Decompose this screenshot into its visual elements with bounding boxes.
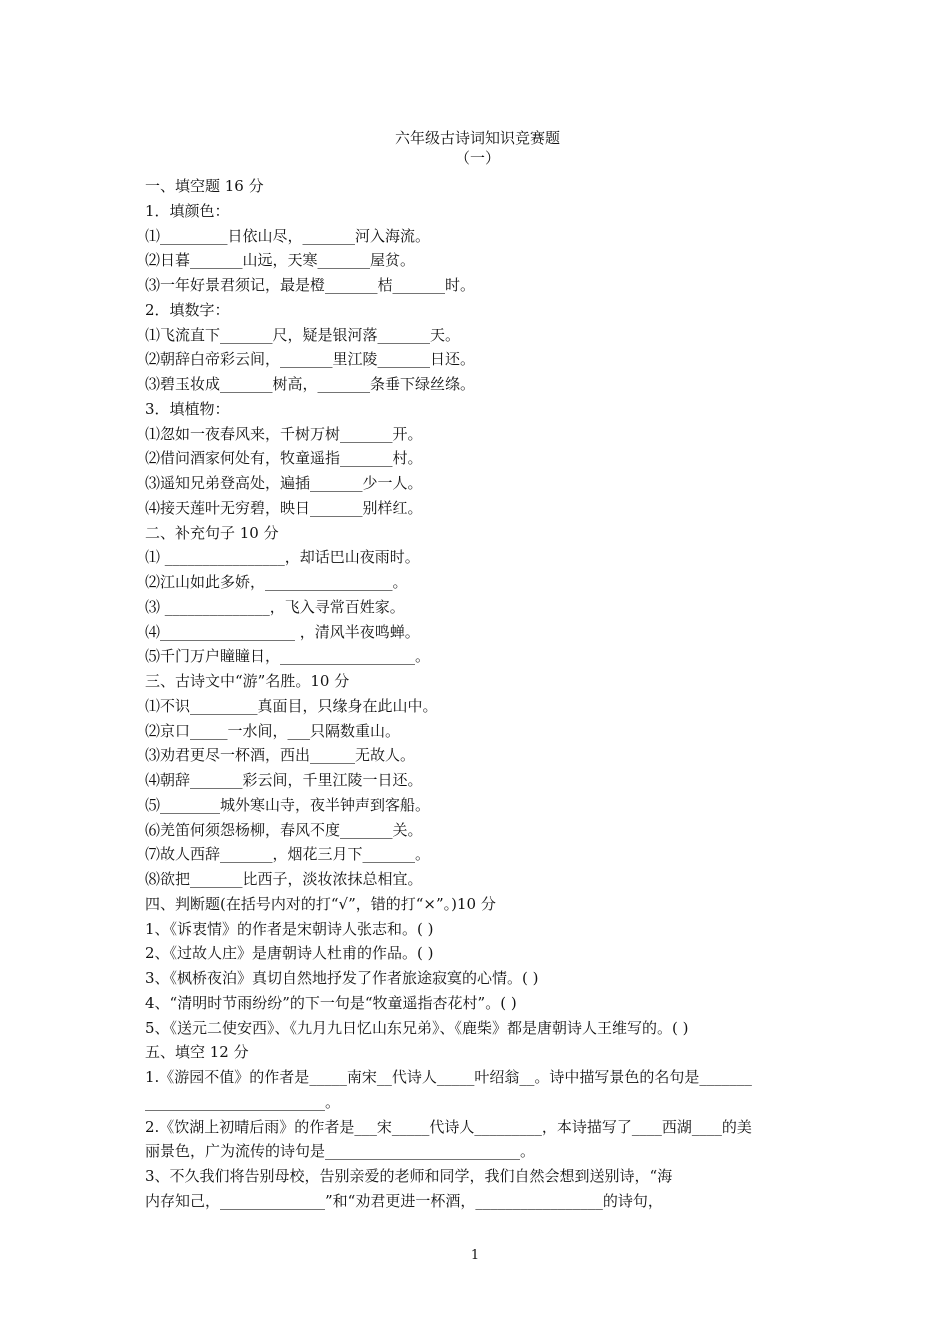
text-line: 1．填颜色： bbox=[145, 201, 230, 220]
text-line: ⑶碧玉妆成_______树高，_______条垂下绿丝绦。 bbox=[145, 375, 476, 393]
text-line: ⑴不识_________真面目，只缘身在此山中。 bbox=[145, 696, 438, 715]
text-line: ________________________。 bbox=[145, 1092, 341, 1111]
text-line: 二、补充句子 10 分 bbox=[145, 523, 279, 542]
text-line: 2.《饮湖上初晴后雨》的作者是___宋_____代诗人_________，本诗描写了____西湖____的美 bbox=[145, 1117, 752, 1136]
text-line: 一、填空题 16 分 bbox=[145, 177, 264, 195]
text-line: 三、古诗文中“游”名胜。10 分 bbox=[145, 672, 350, 690]
text-line: ⑵京口_____一水间，___只隔数重山。 bbox=[145, 721, 401, 740]
text-line: ⑻欲把_______比西子，淡妆浓抹总相宜。 bbox=[145, 870, 423, 888]
text-line: 1.《游园不值》的作者是_____南宋__代诗人_____叶绍翁__。诗中描写景色的名句是_______ bbox=[145, 1068, 752, 1086]
text-line: ⑶劝君更尽一杯酒，西出______无故人。 bbox=[145, 746, 416, 765]
text-line: ⑷__________________ ，清风半夜鸣蝉。 bbox=[145, 622, 420, 641]
text-line: ⑶ ______________，飞入寻常百姓家。 bbox=[145, 597, 405, 616]
text-line: 1、《诉衷情》的作者是宋朝诗人张志和。( ) bbox=[145, 919, 434, 938]
text-line: 2、《过故人庄》是唐朝诗人杜甫的作品。( ) bbox=[145, 944, 434, 963]
text-line: ⑺故人西辞_______，烟花三月下_______。 bbox=[145, 845, 431, 864]
question-list bbox=[145, 174, 810, 1214]
text-line: ⑵朝辞白帝彩云间，_______里江陵_______日还。 bbox=[145, 350, 476, 369]
text-line: ⑴飞流直下_______尺，疑是银河落_______天。 bbox=[145, 325, 461, 344]
text-line: ⑸________城外寒山寺，夜半钟声到客船。 bbox=[145, 795, 431, 814]
text-line: ⑶遥知兄弟登高处，遍插_______少一人。 bbox=[145, 474, 423, 492]
page-number: 1 bbox=[470, 1248, 480, 1263]
text-line: ⑴ ________________，却话巴山夜雨时。 bbox=[145, 548, 420, 567]
text-line: 3、《枫桥夜泊》真切自然地抒发了作者旅途寂寞的心情。( ) bbox=[145, 969, 539, 987]
text-line: 丽景色，广为流传的诗句是__________________________。 bbox=[145, 1142, 536, 1161]
text-line: ⑹羌笛何须怨杨柳，春风不度_______关。 bbox=[145, 820, 423, 839]
page-title: 六年级古诗词知识竞赛题 bbox=[394, 129, 560, 147]
text-line: 2．填数字： bbox=[145, 300, 230, 319]
text-line: ⑸千门万户瞳瞳日，__________________。 bbox=[145, 647, 431, 666]
text-line: ⑵江山如此多娇，_________________。 bbox=[145, 573, 408, 591]
text-line: ⑴_________日依山尽，_______河入海流。 bbox=[145, 226, 431, 245]
text-line: 4、“清明时节雨纷纷”的下一句是“牧童遥指杏花村”。( ) bbox=[145, 993, 517, 1012]
text-line: ⑵日暮_______山远，天寒_______屋贫。 bbox=[145, 251, 416, 270]
text-line: ⑵借问酒家何处有，牧童遥指_______村。 bbox=[145, 449, 423, 468]
page-subtitle: （一） bbox=[454, 149, 500, 167]
text-line: 内存知己，______________”和“劝君更进一杯酒，_________________的诗句， bbox=[145, 1191, 663, 1210]
text-line: ⑶一年好景君须记，最是橙_______桔_______时。 bbox=[145, 276, 476, 294]
text-line: 四、判断题(在括号内对的打“√”，错的打“×”。)10 分 bbox=[145, 894, 496, 913]
text-line: 5、《送元二使安西》、《九月九日忆山东兄弟》、《鹿柴》都是唐朝诗人王维写的。( ) bbox=[145, 1018, 689, 1037]
document-body bbox=[145, 128, 810, 1214]
text-line: 3、不久我们将告别母校，告别亲爱的老师和同学，我们自然会想到送别诗，“海 bbox=[145, 1167, 673, 1185]
text-line: 五、填空 12 分 bbox=[145, 1043, 249, 1062]
text-line: 3．填植物： bbox=[145, 399, 230, 418]
text-line: ⑷接天莲叶无穷碧，映日_______别样红。 bbox=[145, 498, 423, 517]
text-line: ⑴忽如一夜春风来，千树万树_______开。 bbox=[145, 424, 423, 443]
text-line: ⑷朝辞_______彩云间，千里江陵一日还。 bbox=[145, 771, 423, 789]
